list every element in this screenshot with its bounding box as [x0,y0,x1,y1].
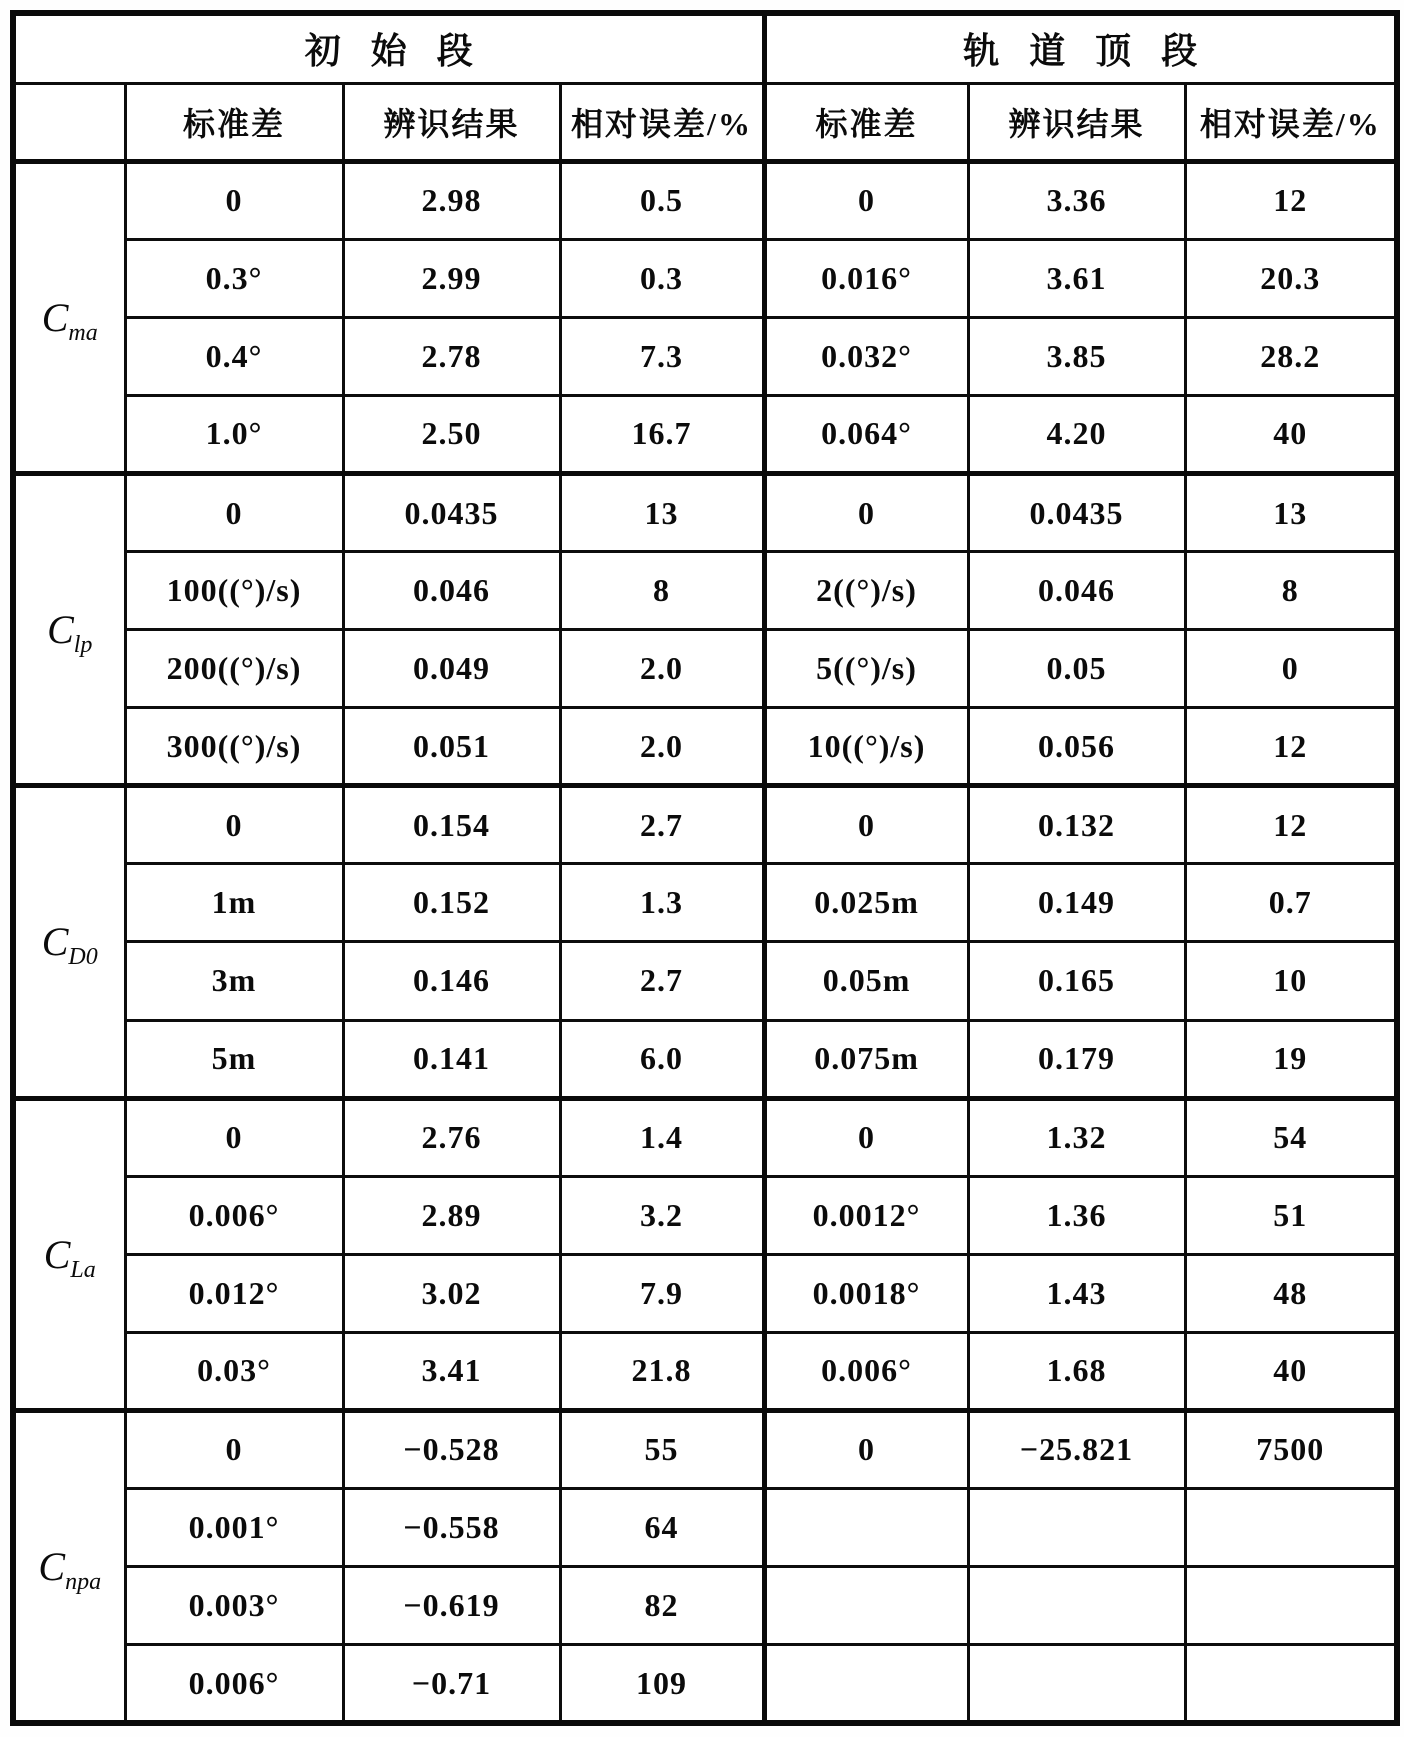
table-cell: 5m [125,1020,343,1098]
table-cell: 0 [125,473,343,551]
table-cell [1185,1645,1397,1723]
col-header-std-dev-right: 标准差 [764,83,968,161]
table-cell [1185,1488,1397,1566]
table-cell [764,1645,968,1723]
table-cell: 8 [1185,552,1397,630]
table-cell: 1.0° [125,395,343,473]
table-cell: 0 [764,1410,968,1488]
table-row [13,317,1397,395]
corner-cell [13,83,125,161]
table-row [13,395,1397,473]
col-header-result-left: 辨识结果 [343,83,560,161]
table-cell: 2.50 [343,395,560,473]
identification-results-table [10,10,1400,1726]
table-cell: 12 [1185,786,1397,864]
table-cell: 0 [125,1410,343,1488]
table-cell: 0.0012° [764,1176,968,1254]
table-cell: 2((°)/s) [764,552,968,630]
table-cell: 3.61 [968,239,1185,317]
table-cell: 0.05m [764,942,968,1020]
table-row [13,552,1397,630]
table-cell: −0.558 [343,1488,560,1566]
table-cell: 0.154 [343,786,560,864]
section-header-orbit-top-segment: 轨道顶段 [764,13,1397,83]
table-cell: 2.0 [560,630,764,708]
table-cell: 48 [1185,1254,1397,1332]
table-cell: 4.20 [968,395,1185,473]
table-cell: 0 [125,161,343,239]
table-cell: −0.71 [343,1645,560,1723]
table-cell: 3.2 [560,1176,764,1254]
table-cell: 0.003° [125,1567,343,1645]
table-row [13,1645,1397,1723]
table-cell: −0.528 [343,1410,560,1488]
table-cell: 1.68 [968,1332,1185,1410]
table-cell: 0.064° [764,395,968,473]
table-cell: 7.3 [560,317,764,395]
column-header-row [13,83,1397,161]
table-cell: 0.03° [125,1332,343,1410]
table-row [13,864,1397,942]
table-cell: 0.001° [125,1488,343,1566]
table-cell: 0.016° [764,239,968,317]
row-group-label-cla: $C_{La}$ [13,1098,125,1410]
table-row [13,1410,1397,1488]
table-cell: 0 [764,473,968,551]
table-cell: 2.99 [343,239,560,317]
table-cell: 1.32 [968,1098,1185,1176]
table-row [13,630,1397,708]
row-group-label-cd0: $C_{D0}$ [13,786,125,1098]
table-cell: 54 [1185,1098,1397,1176]
table-row [13,1098,1397,1176]
table-row [13,1567,1397,1645]
table-cell: 0.7 [1185,864,1397,942]
table-cell: 7.9 [560,1254,764,1332]
table-cell: 64 [560,1488,764,1566]
table-row [13,1020,1397,1098]
table-row [13,161,1397,239]
table-cell: 3m [125,942,343,1020]
table-cell: 0.179 [968,1020,1185,1098]
table-cell: 1.43 [968,1254,1185,1332]
table-cell: 0.4° [125,317,343,395]
table-cell: 12 [1185,161,1397,239]
table-row [13,708,1397,786]
col-header-rel-error-left: 相对误差/% [560,83,764,161]
col-header-std-dev-left: 标准差 [125,83,343,161]
table-cell: 1m [125,864,343,942]
table-cell: 0.006° [125,1645,343,1723]
table-cell: 3.41 [343,1332,560,1410]
table-cell: 2.0 [560,708,764,786]
col-header-rel-error-right: 相对误差/% [1185,83,1397,161]
section-header-row [13,13,1397,83]
table-cell: 0.165 [968,942,1185,1020]
table-cell: 0.5 [560,161,764,239]
table-cell: 5((°)/s) [764,630,968,708]
table-cell: 0.049 [343,630,560,708]
table-cell: 0 [125,1098,343,1176]
table-cell: 0.146 [343,942,560,1020]
table-cell: 20.3 [1185,239,1397,317]
table-cell: 16.7 [560,395,764,473]
table-cell: 0 [1185,630,1397,708]
table-cell: 0.152 [343,864,560,942]
table-cell: 12 [1185,708,1397,786]
table-cell: 0.006° [764,1332,968,1410]
table-cell [764,1567,968,1645]
table-cell: 3.02 [343,1254,560,1332]
row-group-label-clp: $C_{lp}$ [13,473,125,785]
table-cell: 109 [560,1645,764,1723]
table-cell: 0.141 [343,1020,560,1098]
table-cell [968,1567,1185,1645]
section-header-initial-segment: 初始段 [13,13,764,83]
table-cell: 2.76 [343,1098,560,1176]
table-cell: 13 [1185,473,1397,551]
table-cell: 10 [1185,942,1397,1020]
table-cell: 51 [1185,1176,1397,1254]
table-row [13,1488,1397,1566]
table-cell: 3.85 [968,317,1185,395]
col-header-result-right: 辨识结果 [968,83,1185,161]
table-cell [1185,1567,1397,1645]
table-cell: −25.821 [968,1410,1185,1488]
table-cell: 0 [764,161,968,239]
table-cell: 0.05 [968,630,1185,708]
table-cell: −0.619 [343,1567,560,1645]
row-group-label-cnpa: $C_{npa}$ [13,1410,125,1723]
table-cell: 7500 [1185,1410,1397,1488]
table-row [13,473,1397,551]
table-cell: 0.149 [968,864,1185,942]
table-row [13,1254,1397,1332]
table-cell: 0 [764,1098,968,1176]
table-cell: 13 [560,473,764,551]
table-cell: 0.075m [764,1020,968,1098]
table-cell: 0 [764,786,968,864]
table-cell: 3.36 [968,161,1185,239]
row-group-label-cma: $C_{ma}$ [13,161,125,473]
table-cell: 82 [560,1567,764,1645]
table-row [13,1176,1397,1254]
table-cell [764,1488,968,1566]
table-cell: 55 [560,1410,764,1488]
table-cell [968,1488,1185,1566]
table-cell: 0.032° [764,317,968,395]
table-cell: 2.89 [343,1176,560,1254]
table-cell: 2.78 [343,317,560,395]
table-cell: 0.012° [125,1254,343,1332]
table-cell: 0 [125,786,343,864]
table-cell: 300((°)/s) [125,708,343,786]
table-row [13,239,1397,317]
table-cell [968,1645,1185,1723]
table-cell: 21.8 [560,1332,764,1410]
table-cell: 0.006° [125,1176,343,1254]
table-cell: 2.7 [560,942,764,1020]
table-row [13,942,1397,1020]
table-cell: 0.0018° [764,1254,968,1332]
table-cell: 6.0 [560,1020,764,1098]
table-cell: 100((°)/s) [125,552,343,630]
table-cell: 0.025m [764,864,968,942]
table-cell: 1.4 [560,1098,764,1176]
table-cell: 1.3 [560,864,764,942]
table-cell: 0.3° [125,239,343,317]
table-cell: 40 [1185,395,1397,473]
table-cell: 19 [1185,1020,1397,1098]
table-cell: 10((°)/s) [764,708,968,786]
table-cell: 2.7 [560,786,764,864]
table-cell: 0.132 [968,786,1185,864]
table-cell: 28.2 [1185,317,1397,395]
table-cell: 0.0435 [968,473,1185,551]
table-cell: 2.98 [343,161,560,239]
table-cell: 0.056 [968,708,1185,786]
table-cell: 0.3 [560,239,764,317]
table-cell: 0.046 [968,552,1185,630]
table-row [13,1332,1397,1410]
table-cell: 200((°)/s) [125,630,343,708]
table-row [13,786,1397,864]
table-cell: 1.36 [968,1176,1185,1254]
table-cell: 8 [560,552,764,630]
table-cell: 0.0435 [343,473,560,551]
table-cell: 0.046 [343,552,560,630]
table-cell: 40 [1185,1332,1397,1410]
table-cell: 0.051 [343,708,560,786]
